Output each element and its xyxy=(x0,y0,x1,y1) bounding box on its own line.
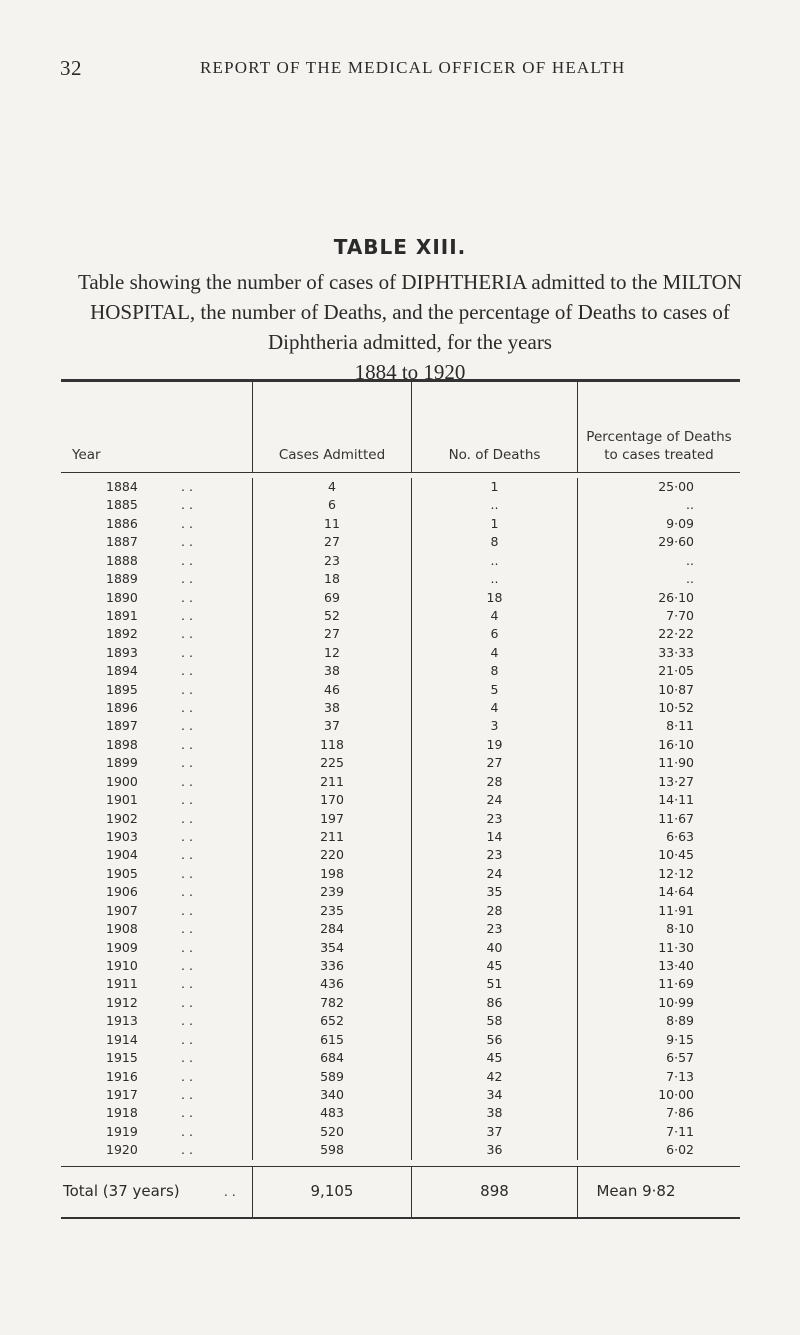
year-value: 1901 xyxy=(106,792,138,808)
table-row xyxy=(61,625,740,643)
table-row xyxy=(61,570,740,588)
table-row xyxy=(61,681,740,699)
cases-cell: 615 xyxy=(253,1031,412,1049)
deaths-cell: 5 xyxy=(412,681,578,699)
leader-dots: .. xyxy=(181,700,197,716)
table-row xyxy=(61,828,740,846)
leader-dots: .. xyxy=(181,552,197,568)
year-cell xyxy=(61,496,253,514)
percentage-cell: 9·09 xyxy=(666,515,694,531)
year-value: 1892 xyxy=(106,626,138,642)
total-leader-dots: .. xyxy=(224,1184,240,1199)
percentage-cell: 7·13 xyxy=(666,1068,694,1084)
deaths-cell: .. xyxy=(412,552,578,570)
percentage-cell: 6·63 xyxy=(666,829,694,845)
leader-dots: .. xyxy=(181,736,197,752)
cases-cell: 198 xyxy=(253,865,412,883)
leader-dots: .. xyxy=(181,515,197,531)
leader-dots: .. xyxy=(181,829,197,845)
table-row xyxy=(61,810,740,828)
percentage-cell: 11·91 xyxy=(658,902,694,918)
deaths-cell: 1 xyxy=(412,515,578,533)
table-row xyxy=(61,754,740,772)
deaths-cell: 35 xyxy=(412,883,578,901)
table-bottom-rule xyxy=(61,1217,740,1219)
leader-dots: .. xyxy=(181,792,197,808)
total-label-text: Total (37 years) xyxy=(63,1182,180,1201)
year-cell xyxy=(61,552,253,570)
year-value: 1893 xyxy=(106,644,138,660)
percentage-cell: 14·11 xyxy=(658,792,694,808)
year-value: 1916 xyxy=(106,1068,138,1084)
year-cell xyxy=(61,939,253,957)
table-row xyxy=(61,1123,740,1141)
table-row xyxy=(61,717,740,735)
year-cell xyxy=(61,570,253,588)
percentage-cell: 33·33 xyxy=(658,644,694,660)
page-header xyxy=(60,56,760,84)
cases-cell: 520 xyxy=(253,1123,412,1141)
year-cell xyxy=(61,754,253,772)
table-row xyxy=(61,644,740,662)
year-cell xyxy=(61,846,253,864)
header-year: Year xyxy=(61,382,253,472)
year-value: 1910 xyxy=(106,957,138,973)
year-cell xyxy=(61,883,253,901)
table-row xyxy=(61,957,740,975)
caption-year-range: 1884 to 1920 xyxy=(354,360,466,384)
percentage-cell: 12·12 xyxy=(658,865,694,881)
percentage-cell: 8·89 xyxy=(666,1013,694,1029)
percentage-cell: .. xyxy=(686,571,694,587)
deaths-cell: 45 xyxy=(412,1049,578,1067)
year-cell xyxy=(61,644,253,662)
cases-cell: 52 xyxy=(253,607,412,625)
cases-cell: 38 xyxy=(253,699,412,717)
year-value: 1907 xyxy=(106,902,138,918)
cases-cell: 211 xyxy=(253,773,412,791)
year-value: 1898 xyxy=(106,736,138,752)
deaths-cell: 40 xyxy=(412,939,578,957)
deaths-cell: 24 xyxy=(412,791,578,809)
percentage-cell: 6·57 xyxy=(666,1050,694,1066)
cases-cell: 336 xyxy=(253,957,412,975)
table-row xyxy=(61,589,740,607)
year-value: 1908 xyxy=(106,921,138,937)
cases-cell: 23 xyxy=(253,552,412,570)
cases-cell: 483 xyxy=(253,1104,412,1122)
year-value: 1912 xyxy=(106,994,138,1010)
deaths-cell: 23 xyxy=(412,810,578,828)
percentage-cell: 13·27 xyxy=(658,773,694,789)
year-value: 1890 xyxy=(106,589,138,605)
deaths-cell: 45 xyxy=(412,957,578,975)
running-head: REPORT OF THE MEDICAL OFFICER OF HEALTH xyxy=(200,58,626,77)
leader-dots: .. xyxy=(181,994,197,1010)
cases-cell: 46 xyxy=(253,681,412,699)
percentage-cell: .. xyxy=(686,497,694,513)
deaths-cell: 51 xyxy=(412,975,578,993)
leader-dots: .. xyxy=(181,571,197,587)
year-value: 1905 xyxy=(106,865,138,881)
year-cell xyxy=(61,662,253,680)
percentage-cell: 10·52 xyxy=(658,700,694,716)
cases-cell: 239 xyxy=(253,883,412,901)
table-row xyxy=(61,736,740,754)
percentage-cell: 25·00 xyxy=(658,479,694,494)
leader-dots: .. xyxy=(181,1031,197,1047)
leader-dots: .. xyxy=(181,976,197,992)
table-row xyxy=(61,496,740,514)
table-row xyxy=(61,773,740,791)
year-value: 1920 xyxy=(106,1142,138,1158)
leader-dots: .. xyxy=(181,1086,197,1102)
deaths-cell: 4 xyxy=(412,644,578,662)
cases-cell: 11 xyxy=(253,515,412,533)
percentage-cell: 11·67 xyxy=(658,810,694,826)
cases-cell: 211 xyxy=(253,828,412,846)
year-cell xyxy=(61,1031,253,1049)
diphtheria-table xyxy=(61,379,740,1219)
cases-cell: 197 xyxy=(253,810,412,828)
table-row xyxy=(61,1049,740,1067)
cases-cell: 4 xyxy=(253,478,412,496)
cases-cell: 18 xyxy=(253,570,412,588)
year-cell xyxy=(61,515,253,533)
leader-dots: .. xyxy=(181,755,197,771)
year-value: 1909 xyxy=(106,939,138,955)
deaths-cell: 28 xyxy=(412,773,578,791)
leader-dots: .. xyxy=(181,1123,197,1139)
year-cell xyxy=(61,902,253,920)
total-row xyxy=(61,1167,740,1217)
year-cell xyxy=(61,625,253,643)
table-row xyxy=(61,1068,740,1086)
year-cell xyxy=(61,1141,253,1159)
total-cases: 9,105 xyxy=(253,1167,412,1217)
cases-cell: 220 xyxy=(253,846,412,864)
cases-cell: 652 xyxy=(253,1012,412,1030)
cases-cell: 37 xyxy=(253,717,412,735)
deaths-cell: 14 xyxy=(412,828,578,846)
year-cell xyxy=(61,607,253,625)
leader-dots: .. xyxy=(181,957,197,973)
year-value: 1919 xyxy=(106,1123,138,1139)
year-value: 1915 xyxy=(106,1050,138,1066)
year-cell xyxy=(61,478,253,496)
leader-dots: .. xyxy=(181,939,197,955)
table-row xyxy=(61,883,740,901)
deaths-cell: 86 xyxy=(412,994,578,1012)
year-cell xyxy=(61,828,253,846)
leader-dots: .. xyxy=(181,681,197,697)
leader-dots: .. xyxy=(181,663,197,679)
year-cell xyxy=(61,717,253,735)
percentage-cell: 11·30 xyxy=(658,939,694,955)
percentage-cell: 7·86 xyxy=(666,1105,694,1121)
year-cell xyxy=(61,957,253,975)
deaths-cell: 23 xyxy=(412,846,578,864)
percentage-cell: 7·70 xyxy=(666,607,694,623)
year-value: 1903 xyxy=(106,829,138,845)
total-deaths: 898 xyxy=(412,1167,578,1217)
year-cell xyxy=(61,975,253,993)
table-row xyxy=(61,699,740,717)
year-value: 1906 xyxy=(106,884,138,900)
cases-cell: 118 xyxy=(253,736,412,754)
percentage-cell: 10·00 xyxy=(658,1086,694,1102)
leader-dots: .. xyxy=(181,1105,197,1121)
caption-text: Table showing the number of cases of DIPHTHERIA admitted to the MILTON HOSPITAL, the number of Deaths, and the percentage of Deaths to cases of Diphtheria admitted, for the years xyxy=(77,270,742,354)
year-value: 1914 xyxy=(106,1031,138,1047)
header-deaths: No. of Deaths xyxy=(412,382,578,472)
percentage-cell: 10·99 xyxy=(658,994,694,1010)
table-row xyxy=(61,994,740,1012)
table-row xyxy=(61,920,740,938)
page-number: 32 xyxy=(60,56,82,80)
year-value: 1902 xyxy=(106,810,138,826)
year-value: 1911 xyxy=(106,976,138,992)
total-label xyxy=(61,1167,253,1217)
deaths-cell: 19 xyxy=(412,736,578,754)
deaths-cell: 18 xyxy=(412,589,578,607)
cases-cell: 12 xyxy=(253,644,412,662)
deaths-cell: 56 xyxy=(412,1031,578,1049)
leader-dots: .. xyxy=(181,534,197,550)
table-row xyxy=(61,478,740,496)
deaths-cell: 58 xyxy=(412,1012,578,1030)
deaths-cell: 23 xyxy=(412,920,578,938)
year-value: 1886 xyxy=(106,515,138,531)
deaths-cell: .. xyxy=(412,496,578,514)
leader-dots: .. xyxy=(181,773,197,789)
table-row xyxy=(61,791,740,809)
table-row xyxy=(61,1141,740,1159)
percentage-cell: 11·69 xyxy=(658,976,694,992)
leader-dots: .. xyxy=(181,479,197,494)
year-cell xyxy=(61,589,253,607)
year-value: 1889 xyxy=(106,571,138,587)
leader-dots: .. xyxy=(181,810,197,826)
table-title: TABLE XIII. xyxy=(333,235,467,259)
table-row xyxy=(61,662,740,680)
leader-dots: .. xyxy=(181,589,197,605)
year-value: 1894 xyxy=(106,663,138,679)
cases-cell: 436 xyxy=(253,975,412,993)
table-row xyxy=(61,533,740,551)
table-row xyxy=(61,1031,740,1049)
cases-cell: 27 xyxy=(253,625,412,643)
year-cell xyxy=(61,865,253,883)
deaths-cell: 6 xyxy=(412,625,578,643)
deaths-cell: .. xyxy=(412,570,578,588)
year-cell xyxy=(61,773,253,791)
deaths-cell: 38 xyxy=(412,1104,578,1122)
deaths-cell: 27 xyxy=(412,754,578,772)
deaths-cell: 36 xyxy=(412,1141,578,1159)
table-row xyxy=(61,515,740,533)
percentage-cell: 14·64 xyxy=(658,884,694,900)
year-cell xyxy=(61,736,253,754)
leader-dots: .. xyxy=(181,607,197,623)
leader-dots: .. xyxy=(181,865,197,881)
year-cell xyxy=(61,699,253,717)
leader-dots: .. xyxy=(181,884,197,900)
year-value: 1887 xyxy=(106,534,138,550)
cases-cell: 38 xyxy=(253,662,412,680)
percentage-cell: 10·45 xyxy=(658,847,694,863)
deaths-cell: 24 xyxy=(412,865,578,883)
year-cell xyxy=(61,533,253,551)
leader-dots: .. xyxy=(181,718,197,734)
header-percentage: Percentage of Deaths to cases treated xyxy=(586,429,732,463)
table-row xyxy=(61,902,740,920)
table-body xyxy=(61,473,740,1166)
year-value: 1913 xyxy=(106,1013,138,1029)
year-value: 1888 xyxy=(106,552,138,568)
leader-dots: .. xyxy=(181,847,197,863)
percentage-cell: 21·05 xyxy=(658,663,694,679)
deaths-cell: 34 xyxy=(412,1086,578,1104)
leader-dots: .. xyxy=(181,921,197,937)
cases-cell: 235 xyxy=(253,902,412,920)
header-cases-admitted: Cases Admitted xyxy=(253,382,412,472)
year-cell xyxy=(61,1012,253,1030)
percentage-cell: 11·90 xyxy=(658,755,694,771)
year-value: 1900 xyxy=(106,773,138,789)
leader-dots: .. xyxy=(181,626,197,642)
year-cell xyxy=(61,1104,253,1122)
year-cell xyxy=(61,994,253,1012)
year-cell xyxy=(61,810,253,828)
leader-dots: .. xyxy=(181,644,197,660)
year-cell xyxy=(61,1068,253,1086)
cases-cell: 284 xyxy=(253,920,412,938)
table-row xyxy=(61,1104,740,1122)
percentage-cell: 22·22 xyxy=(658,626,694,642)
year-cell xyxy=(61,681,253,699)
percentage-cell: 29·60 xyxy=(658,534,694,550)
leader-dots: .. xyxy=(181,902,197,918)
cases-cell: 6 xyxy=(253,496,412,514)
table-header-row xyxy=(61,382,740,472)
year-value: 1884 xyxy=(106,479,138,494)
table-caption xyxy=(60,267,760,387)
cases-cell: 27 xyxy=(253,533,412,551)
year-value: 1899 xyxy=(106,755,138,771)
table-row xyxy=(61,552,740,570)
deaths-cell: 8 xyxy=(412,533,578,551)
mean-percentage: Mean 9·82 xyxy=(596,1182,676,1201)
deaths-cell: 1 xyxy=(412,478,578,496)
year-value: 1904 xyxy=(106,847,138,863)
cases-cell: 589 xyxy=(253,1068,412,1086)
cases-cell: 170 xyxy=(253,791,412,809)
leader-dots: .. xyxy=(181,1068,197,1084)
table-row xyxy=(61,1086,740,1104)
cases-cell: 354 xyxy=(253,939,412,957)
year-value: 1896 xyxy=(106,700,138,716)
percentage-cell: 16·10 xyxy=(658,736,694,752)
year-cell xyxy=(61,920,253,938)
cases-cell: 684 xyxy=(253,1049,412,1067)
leader-dots: .. xyxy=(181,497,197,513)
cases-cell: 598 xyxy=(253,1141,412,1159)
percentage-cell: .. xyxy=(686,552,694,568)
cases-cell: 782 xyxy=(253,994,412,1012)
deaths-cell: 28 xyxy=(412,902,578,920)
cases-cell: 225 xyxy=(253,754,412,772)
percentage-cell: 8·11 xyxy=(666,718,694,734)
year-value: 1918 xyxy=(106,1105,138,1121)
percentage-cell: 6·02 xyxy=(666,1142,694,1158)
deaths-cell: 3 xyxy=(412,717,578,735)
table-row xyxy=(61,939,740,957)
leader-dots: .. xyxy=(181,1013,197,1029)
deaths-cell: 4 xyxy=(412,699,578,717)
percentage-cell: 26·10 xyxy=(658,589,694,605)
table-row xyxy=(61,975,740,993)
year-cell xyxy=(61,1123,253,1141)
deaths-cell: 42 xyxy=(412,1068,578,1086)
leader-dots: .. xyxy=(181,1142,197,1158)
year-value: 1917 xyxy=(106,1086,138,1102)
percentage-cell: 13·40 xyxy=(658,957,694,973)
year-value: 1897 xyxy=(106,718,138,734)
cases-cell: 69 xyxy=(253,589,412,607)
year-cell xyxy=(61,791,253,809)
year-value: 1895 xyxy=(106,681,138,697)
deaths-cell: 8 xyxy=(412,662,578,680)
leader-dots: .. xyxy=(181,1050,197,1066)
year-value: 1885 xyxy=(106,497,138,513)
cases-cell: 340 xyxy=(253,1086,412,1104)
percentage-cell: 9·15 xyxy=(666,1031,694,1047)
table-row xyxy=(61,1012,740,1030)
percentage-cell: 7·11 xyxy=(666,1123,694,1139)
percentage-cell: 8·10 xyxy=(666,921,694,937)
year-cell xyxy=(61,1049,253,1067)
table-row xyxy=(61,865,740,883)
year-value: 1891 xyxy=(106,607,138,623)
deaths-cell: 4 xyxy=(412,607,578,625)
year-cell xyxy=(61,1086,253,1104)
table-row xyxy=(61,607,740,625)
table-row xyxy=(61,846,740,864)
deaths-cell: 37 xyxy=(412,1123,578,1141)
percentage-cell: 10·87 xyxy=(658,681,694,697)
